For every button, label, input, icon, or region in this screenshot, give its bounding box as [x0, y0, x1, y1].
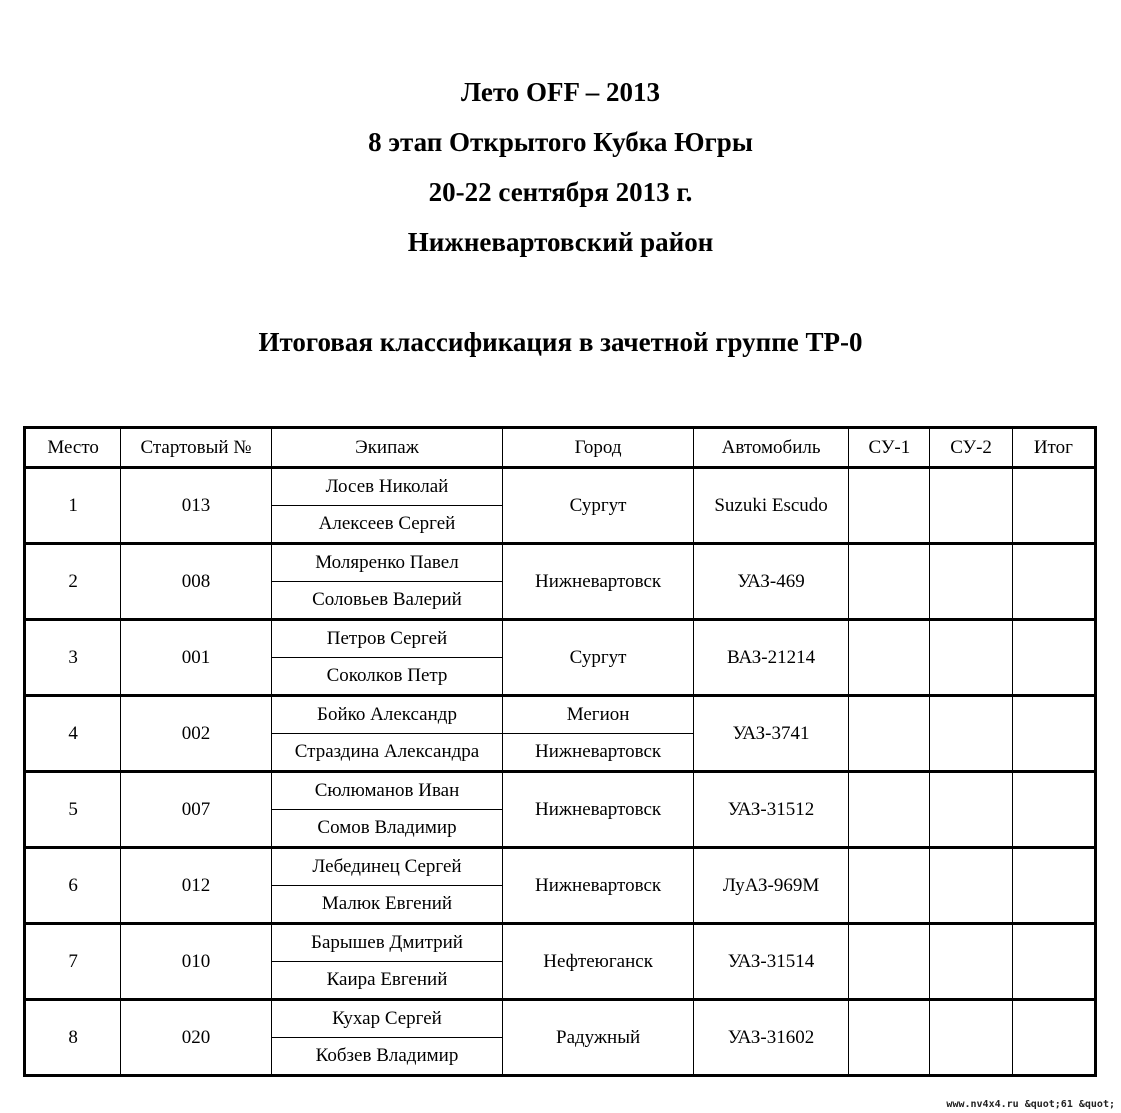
- table-row: [25, 620, 1096, 658]
- su1-cell: [849, 696, 930, 772]
- place-cell: 8: [25, 1000, 121, 1076]
- total-cell: [1012, 924, 1095, 1000]
- event-title: Лето OFF – 2013: [460, 77, 661, 107]
- codriver-cell: Сомов Владимир: [271, 810, 503, 848]
- codriver-cell: Каира Евгений: [271, 962, 503, 1000]
- place-cell: 1: [25, 468, 121, 544]
- table-row: [25, 468, 1096, 506]
- table-header-row: [25, 428, 1096, 468]
- codriver-cell: Страздина Александра: [271, 734, 503, 772]
- column-header-start-number: Стартовый №: [121, 428, 271, 468]
- place-cell: 2: [25, 544, 121, 620]
- city-cell: Нижневартовск: [503, 734, 694, 772]
- total-cell: [1012, 544, 1095, 620]
- table-row: [25, 848, 1096, 886]
- su2-cell: [930, 696, 1012, 772]
- column-header-su1: СУ-1: [849, 428, 930, 468]
- place-cell: 7: [25, 924, 121, 1000]
- su1-cell: [849, 772, 930, 848]
- driver-cell: Моляренко Павел: [271, 544, 503, 582]
- column-header-crew: Экипаж: [271, 428, 503, 468]
- su1-cell: [849, 620, 930, 696]
- su2-cell: [930, 772, 1012, 848]
- driver-cell: Лосев Николай: [271, 468, 503, 506]
- place-cell: 4: [25, 696, 121, 772]
- start-number-cell: 012: [121, 848, 271, 924]
- city-cell: Сургут: [503, 468, 694, 544]
- car-cell: УАЗ-31512: [693, 772, 848, 848]
- column-header-city: Город: [503, 428, 694, 468]
- table-row: [25, 772, 1096, 810]
- car-cell: ЛуАЗ-969М: [693, 848, 848, 924]
- driver-cell: Бойко Александр: [271, 696, 503, 734]
- city-cell: Нижневартовск: [503, 544, 694, 620]
- table-row: [25, 924, 1096, 962]
- car-cell: ВАЗ-21214: [693, 620, 848, 696]
- city-cell: Нижневартовск: [503, 848, 694, 924]
- table-body: [25, 468, 1096, 1076]
- su1-cell: [849, 544, 930, 620]
- table-row: [25, 544, 1096, 582]
- total-cell: [1012, 848, 1095, 924]
- start-number-cell: 020: [121, 1000, 271, 1076]
- city-cell: Сургут: [503, 620, 694, 696]
- start-number-cell: 008: [121, 544, 271, 620]
- car-cell: Suzuki Escudo: [693, 468, 848, 544]
- table-row: [25, 1000, 1096, 1038]
- codriver-cell: Малюк Евгений: [271, 886, 503, 924]
- column-header-total: Итог: [1012, 428, 1095, 468]
- city-cell: Нефтеюганск: [503, 924, 694, 1000]
- table-row: [25, 696, 1096, 734]
- car-cell: УАЗ-31602: [693, 1000, 848, 1076]
- start-number-cell: 010: [121, 924, 271, 1000]
- codriver-cell: Кобзев Владимир: [271, 1038, 503, 1076]
- su1-cell: [849, 468, 930, 544]
- city-cell: Нижневартовск: [503, 772, 694, 848]
- watermark: www.nv4x4.ru &quot;61 &quot;: [946, 1099, 1115, 1110]
- codriver-cell: Соловьев Валерий: [271, 582, 503, 620]
- column-header-place: Место: [25, 428, 121, 468]
- driver-cell: Лебединец Сергей: [271, 848, 503, 886]
- driver-cell: Барышев Дмитрий: [271, 924, 503, 962]
- column-header-car: Автомобиль: [693, 428, 848, 468]
- place-cell: 3: [25, 620, 121, 696]
- car-cell: УАЗ-31514: [693, 924, 848, 1000]
- start-number-cell: 002: [121, 696, 271, 772]
- codriver-cell: Алексеев Сергей: [271, 506, 503, 544]
- city-cell: Мегион: [503, 696, 694, 734]
- start-number-cell: 013: [121, 468, 271, 544]
- su1-cell: [849, 924, 930, 1000]
- start-number-cell: 007: [121, 772, 271, 848]
- total-cell: [1012, 772, 1095, 848]
- su1-cell: [849, 848, 930, 924]
- su2-cell: [930, 1000, 1012, 1076]
- driver-cell: Кухар Сергей: [271, 1000, 503, 1038]
- total-cell: [1012, 696, 1095, 772]
- event-dates: 20-22 сентября 2013 г.: [428, 177, 693, 207]
- start-number-cell: 001: [121, 620, 271, 696]
- place-cell: 6: [25, 848, 121, 924]
- su2-cell: [930, 544, 1012, 620]
- codriver-cell: Соколков Петр: [271, 658, 503, 696]
- car-cell: УАЗ-469: [693, 544, 848, 620]
- su2-cell: [930, 468, 1012, 544]
- event-stage: 8 этап Открытого Кубка Югры: [368, 127, 753, 157]
- classification-title: Итоговая классификация в зачетной группе ТР-0: [258, 327, 863, 357]
- total-cell: [1012, 1000, 1095, 1076]
- car-cell: УАЗ-3741: [693, 696, 848, 772]
- column-header-su2: СУ-2: [930, 428, 1012, 468]
- su1-cell: [849, 1000, 930, 1076]
- city-cell: Радужный: [503, 1000, 694, 1076]
- event-location: Нижневартовский район: [407, 227, 714, 257]
- results-table: [23, 426, 1097, 1077]
- total-cell: [1012, 468, 1095, 544]
- su2-cell: [930, 620, 1012, 696]
- su2-cell: [930, 924, 1012, 1000]
- driver-cell: Петров Сергей: [271, 620, 503, 658]
- driver-cell: Сюлюманов Иван: [271, 772, 503, 810]
- total-cell: [1012, 620, 1095, 696]
- place-cell: 5: [25, 772, 121, 848]
- su2-cell: [930, 848, 1012, 924]
